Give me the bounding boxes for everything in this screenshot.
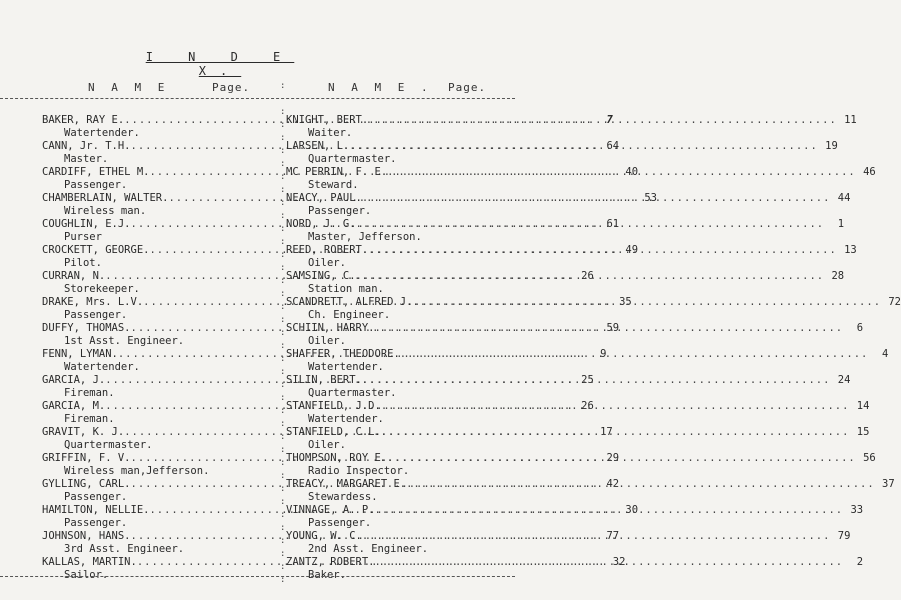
entry-name: THOMPSON, ROY E. (286, 452, 388, 464)
entry-role: Master. (64, 153, 109, 165)
dot-leader (375, 556, 844, 569)
entry-role: 3rd Asst. Engineer. (64, 543, 185, 555)
page-title: I N D E X. (145, 50, 295, 78)
entry-name: SILIN, BERT. (286, 374, 362, 386)
entry-name: CARDIFF, ETHEL M. (42, 166, 150, 178)
entry-role: Passenger. (64, 517, 128, 529)
entry-role: Passenger. (64, 491, 128, 503)
header-name-left: N A M E (88, 81, 170, 94)
entry-name: SAMSING, C. (286, 270, 356, 282)
entry-page-number: 9 (600, 348, 607, 360)
entry-role: Wireless man. (64, 205, 147, 217)
entry-page-number: 24 (837, 374, 851, 386)
entry-page-number: 14 (856, 400, 870, 412)
entry-name: DUFFY, THOMAS. (42, 322, 131, 334)
entry-name: CANN, Jr. T.H. (42, 140, 131, 152)
column-separator: : : : : : : : : : : : : : : : : : : : : : : : : : : : : : : : : : : : : : : (280, 81, 286, 585)
entry-name: COUGHLIN, E.J. (42, 218, 131, 230)
entry-name: SHAFFER, THEODORE. (286, 348, 400, 360)
entry-role: Quartermaster. (64, 439, 153, 451)
entry-page-number: 40 (625, 166, 639, 178)
entry-name: BAKER, RAY E. (42, 114, 125, 126)
entry-name: GARCIA, J. (42, 374, 106, 386)
dot-leader (375, 504, 844, 517)
entry-page-number: 26 (581, 400, 594, 412)
dot-leader (356, 270, 825, 283)
entry-role: Pilot. (64, 257, 102, 269)
entry-name: KALLAS, MARTIN. (42, 556, 137, 568)
dot-leader (387, 452, 856, 465)
entry-page-number: 53 (644, 192, 658, 204)
entry-name: DRAKE, Mrs. L.V. (42, 296, 144, 308)
entry-role: Passenger. (64, 179, 128, 191)
entry-name: REED, ROBERT. (286, 244, 369, 256)
entry-role: Oiler. (308, 257, 346, 269)
entry-page-number: 29 (606, 452, 620, 464)
entry-role: 2nd Asst. Engineer. (308, 543, 429, 555)
entry-role: Ch. Engineer. (308, 309, 391, 321)
entry-page-number: 15 (856, 426, 870, 438)
dot-leader (406, 478, 875, 491)
entry-page-number: 11 (844, 114, 857, 126)
entry-name: HAMILTON, NELLIE. (42, 504, 150, 516)
dot-leader (381, 426, 850, 439)
entry-line (286, 114, 857, 127)
dot-leader (368, 244, 837, 257)
entry-page-number: 32 (612, 556, 626, 568)
entry-page-number: 64 (606, 140, 620, 152)
entry-page-number: 79 (837, 530, 851, 542)
entry-name: JOHNSON, HANS. (42, 530, 131, 542)
entry-page-number: 49 (625, 244, 639, 256)
entry-name: NEACY, PAUL. (286, 192, 362, 204)
entry-page-number: 44 (837, 192, 851, 204)
entry-page-number: 25 (581, 374, 594, 386)
entry-name: FENN, LYMAN. (42, 348, 118, 360)
entry-role: Waiter. (308, 127, 353, 139)
entry-page-number: 1 (837, 218, 845, 230)
entry-name: SCANDRETT, ALFRED J. (286, 296, 413, 308)
entry-page-number: 4 (882, 348, 889, 360)
entry-page-number: 13 (844, 244, 857, 256)
dot-leader (368, 114, 837, 127)
entry-page-number: 19 (825, 140, 838, 152)
dot-leader (375, 322, 844, 335)
bottom-dashed-rule (0, 576, 515, 577)
entry-role: Passenger. (308, 517, 372, 529)
entry-page-number: 59 (606, 322, 620, 334)
entry-name: VINNAGE, A. P. (286, 504, 375, 516)
entry-page-number: 26 (581, 270, 594, 282)
dot-leader (412, 296, 881, 309)
entry-role: Storekeeper. (64, 283, 140, 295)
entry-name: NORD, J. G. (286, 218, 356, 230)
entry-role: Stewardess. (308, 491, 378, 503)
entry-name: ZANTZ, ROBERT. (286, 556, 375, 568)
entry-page-number: 33 (850, 504, 864, 516)
entry-name: MC PERRIN, F. E. (286, 166, 388, 178)
entry-name: YOUNG, W. C. (286, 530, 362, 542)
dot-leader (362, 530, 831, 543)
index-entry (286, 348, 889, 374)
entry-name: GRIFFIN, F. V. (42, 452, 131, 464)
entry-page-number: 37 (882, 478, 895, 490)
entry-page-number: 72 (888, 296, 901, 308)
entry-role: Wireless man,Jefferson. (64, 465, 210, 477)
entry-page-number: 2 (856, 556, 864, 568)
entry-page-number: 77 (606, 530, 620, 542)
header-name-right: N A M E . (328, 81, 433, 94)
entry-name: CROCKETT, GEORGE. (42, 244, 150, 256)
entry-line (286, 348, 889, 361)
entry-role: Steward. (308, 179, 359, 191)
header-page-left: Page. (212, 81, 251, 94)
entry-name: TREACY, MARGARET E. (286, 478, 407, 490)
entry-name: GRAVIT, K. J. (42, 426, 125, 438)
entry-role: Purser (64, 231, 102, 243)
entry-page-number: 42 (606, 478, 620, 490)
entry-role: Watertender. (64, 127, 140, 139)
entry-name: CURRAN, N. (42, 270, 106, 282)
header-page-right: Page. (448, 81, 487, 94)
entry-role: Passenger. (308, 205, 372, 217)
entry-role: Fireman. (64, 387, 115, 399)
entry-role: Sailor. (64, 569, 109, 581)
dot-leader (362, 374, 831, 387)
entry-role: Oiler. (308, 335, 346, 347)
dot-leader (362, 192, 831, 205)
entry-role: Baker. (308, 569, 346, 581)
dot-leader (381, 400, 850, 413)
entry-name: SCHIIN, HARRY. (286, 322, 375, 334)
entry-role: 1st Asst. Engineer. (64, 335, 185, 347)
entry-page-number: 17 (600, 426, 613, 438)
entry-name: STANFIELD, C.L. (286, 426, 381, 438)
dot-leader (387, 166, 856, 179)
entry-role: Quartermaster. (308, 387, 397, 399)
entry-role: Oiler. (308, 439, 346, 451)
top-dashed-rule (0, 98, 515, 99)
entry-name: GYLLING, CARL. (42, 478, 131, 490)
index-entry (286, 114, 857, 140)
entry-page-number: 46 (863, 166, 876, 178)
entry-role: Master, Jefferson. (308, 231, 422, 243)
entry-role: Passenger. (64, 309, 128, 321)
entry-page-number: 56 (863, 452, 876, 464)
entry-name: CHAMBERLAIN, WALTER. (42, 192, 169, 204)
entry-page-number: 7 (606, 114, 613, 126)
dot-leader (400, 348, 869, 361)
dot-leader (356, 218, 825, 231)
entry-page-number: 61 (606, 218, 620, 230)
entry-role: Watertender. (308, 413, 384, 425)
entry-page-number: 6 (856, 322, 864, 334)
entry-page-number: 28 (831, 270, 845, 282)
entry-name: GARCIA, M. (42, 400, 106, 412)
entry-name: KNIGHT, BERT. (286, 114, 369, 126)
dot-leader (349, 140, 818, 153)
entry-role: Watertender. (64, 361, 140, 373)
entry-page-number: 35 (619, 296, 632, 308)
entry-role: Radio Inspector. (308, 465, 410, 477)
entry-name: LARSEN, L. (286, 140, 350, 152)
entry-name: STANFIELD, J.D. (286, 400, 381, 412)
entry-role: Quartermaster. (308, 153, 397, 165)
entry-role: Fireman. (64, 413, 115, 425)
entry-role: Station man. (308, 283, 384, 295)
entry-page-number: 30 (625, 504, 639, 516)
entry-role: Watertender. (308, 361, 384, 373)
